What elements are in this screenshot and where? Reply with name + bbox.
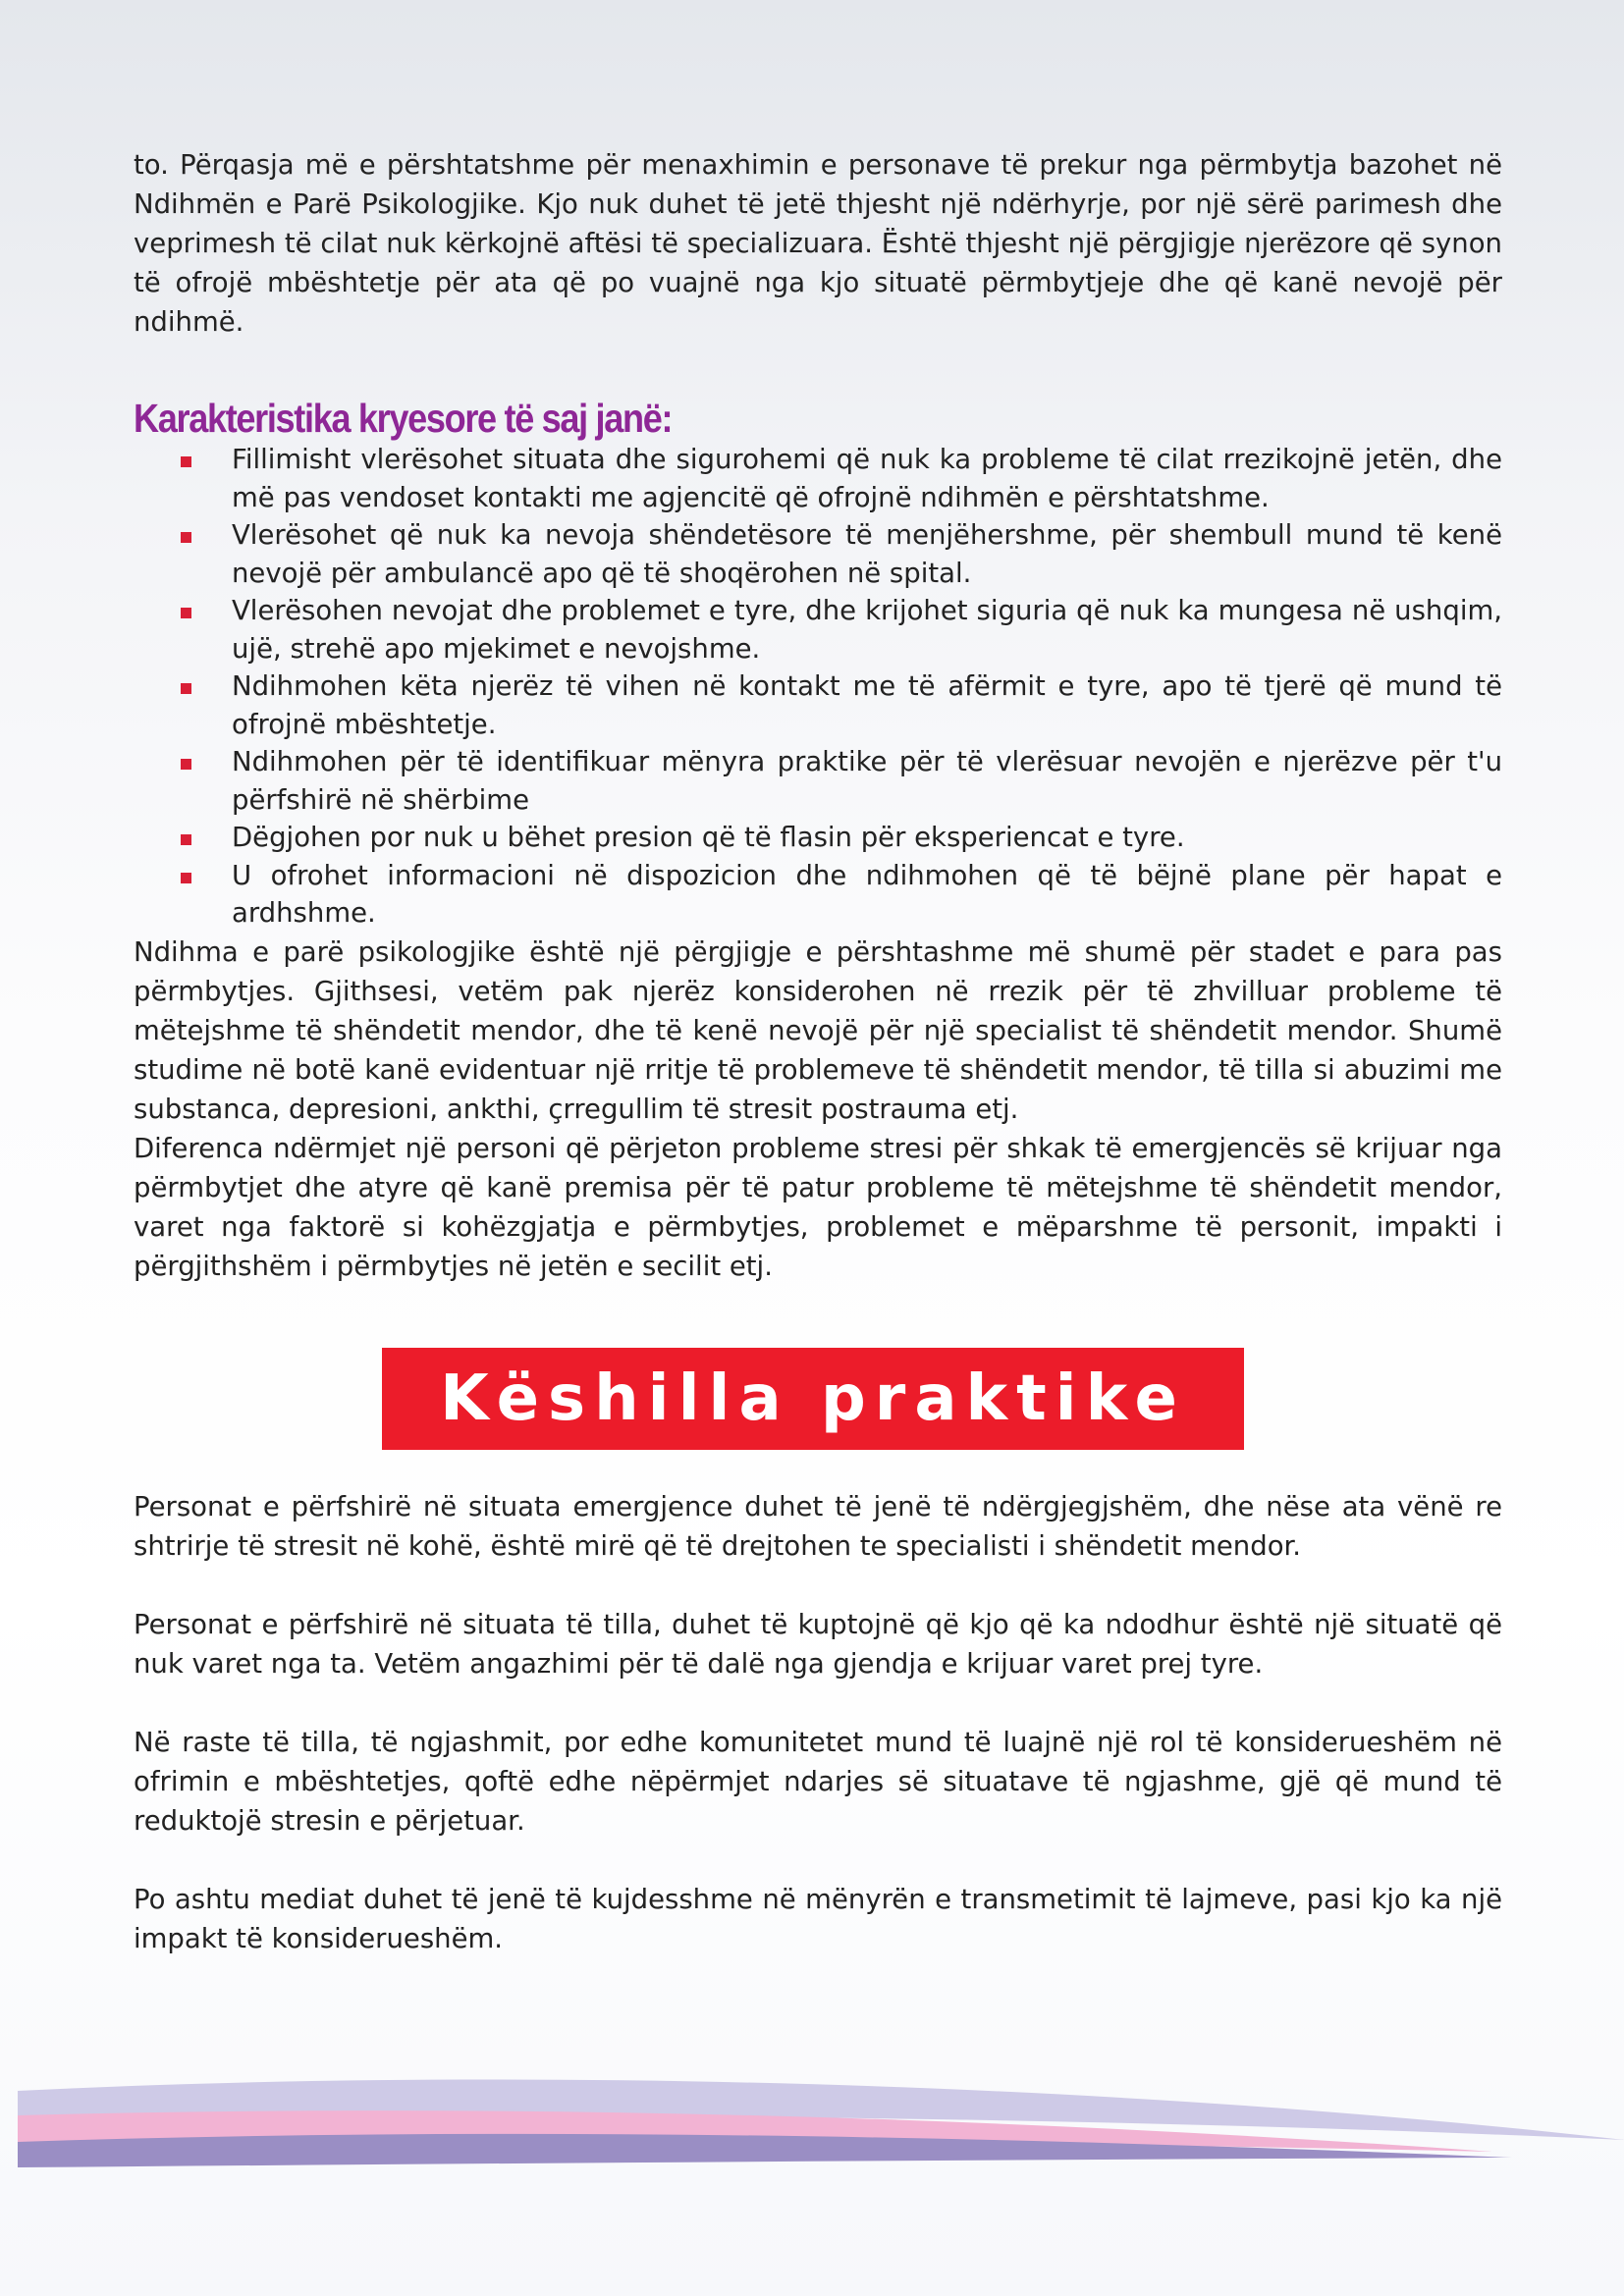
page-content — [134, 145, 1502, 1998]
list-item: Fillimisht vlerësohet situata dhe sigurohemi që nuk ka probleme të cilat rrezikojnë jetën, dhe më pas vendoset kontakti me agjencitë që ofrojnë ndihmën e përshtatshme. — [232, 441, 1502, 516]
list-item: Ndihmohen për të identifikuar mënyra praktike për të vlerësuar nevojën e njerëzve për t'u përfshirë në shërbime — [232, 743, 1502, 819]
tip-paragraph: Personat e përfshirë në situata të tilla, duhet të kuptojnë që kjo që ka ndodhur është një situatë që nuk varet nga ta. Vetëm angazhimi për të dalë nga gjendja e krijuar varet prej tyre. — [134, 1608, 1502, 1680]
banner-title: Këshilla praktike — [440, 1362, 1186, 1435]
list-item: U ofrohet informacioni në dispozicion dhe ndihmohen që të bëjnë plane për hapat e ardhshme. — [232, 857, 1502, 933]
list-item: Vlerësohen nevojat dhe problemet e tyre, dhe krijohet siguria që nuk ka mungesa në ushqim, ujë, strehë apo mjekimet e nevojshme. — [232, 592, 1502, 667]
intro-paragraph: to. Përqasja më e përshtatshme për menaxhimin e personave të prekur nga përmbytja bazohet në Ndihmën e Parë Psikologjike. Kjo nuk duhet të jetë thjesht një ndërhyrje, por një sërë parimesh dhe veprimesh të cilat nuk kërkojnë aftësi të specializuara. Është thjesht një përgjigje njerëzore që synon të ofrojë mbështetje për ata që po vuajnë nga kjo situatë përmbytjeje dhe që kanë nevojë për ndihmë. — [134, 149, 1502, 338]
decorative-swoosh — [0, 2061, 1624, 2199]
tips-section — [134, 1487, 1502, 1958]
section-banner — [382, 1348, 1244, 1450]
features-title: Karakteristika kryesore të saj janë: — [134, 396, 673, 441]
list-item: Dëgjohen por nuk u bëhet presion që të flasin për eksperiencat e tyre. — [232, 819, 1502, 857]
list-item: Vlerësohet që nuk ka nevoja shëndetësore të menjëhershme, për shembull mund të kenë nevojë për ambulancë apo që të shoqërohen në spital. — [232, 516, 1502, 592]
features-list — [134, 441, 1502, 933]
tip-paragraph: Personat e përfshirë në situata emergjence duhet të jenë të ndërgjegjshëm, dhe nëse ata vënë re shtrirje të stresit në kohë, është mirë që të drejtohen te specialisti i shëndetit mendor. — [134, 1490, 1502, 1562]
body-paragraph: Diferenca ndërmjet një personi që përjeton probleme stresi për shkak të emergjencës së krijuar nga përmbytjet dhe atyre që kanë premisa për të patur probleme të mëtejshme të shëndetit mendor, varet nga faktorë si kohëzgjatja e përmbytjes, problemet e mëparshme të personit, impakti i përgjithshëm i përmbytjes në jetën e secilit etj. — [134, 1132, 1502, 1282]
tip-paragraph: Po ashtu mediat duhet të jenë të kujdesshme në mënyrën e transmetimit të lajmeve, pasi kjo ka një impakt të konsiderueshëm. — [134, 1883, 1502, 1954]
body-paragraph: Ndihma e parë psikologjike është një përgjigje e përshtashme më shumë për stadet e para pas përmbytjes. Gjithsesi, vetëm pak njerëz konsiderohen në rrezik për të zhvilluar probleme të mëtejshme të shëndetit mendor, dhe të kenë nevojë për një specialist të shëndetit mendor. Shumë studime në botë kanë evidentuar një rritje të problemeve të shëndetit mendor, të tilla si abuzimi me substanca, depresioni, ankthi, çrregullim të stresit postrauma etj. — [134, 935, 1502, 1125]
list-item: Ndihmohen këta njerëz të vihen në kontakt me të afërmit e tyre, apo të tjerë që mund të ofrojnë mbështetje. — [232, 667, 1502, 743]
tip-paragraph: Në raste të tilla, të ngjashmit, por edhe komunitetet mund të luajnë një rol të konsiderueshëm në ofrimin e mbështetjes, qoftë edhe nëpërmjet ndarjes së situatave të ngjashme, gjë që mund të reduktojë stresin e përjetuar. — [134, 1726, 1502, 1837]
